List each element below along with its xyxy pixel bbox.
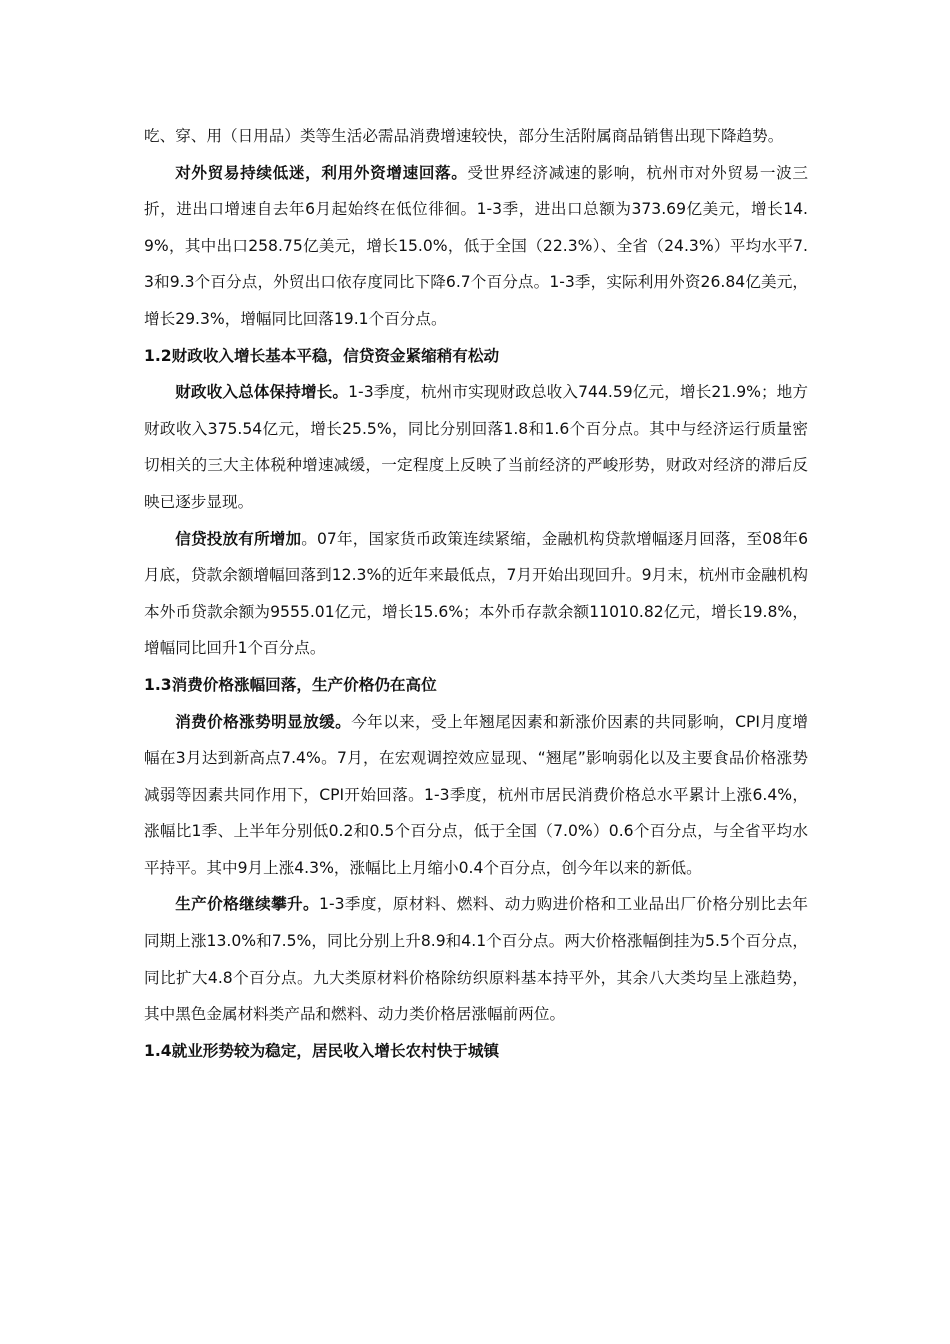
paragraph-text: 受世界经济减速的影响，杭州市对外贸易一波三折，进出口增速自去年6月起始终在低位徘徊。1-3季，进出口总额为373.69亿美元，增长14.9%，其中出口258.75亿美元，增长15.0%，低于全国（22.3%）、全省（24.3%）平均水平7.3和9.3个百分点，外贸出口依存度同比下降6.7个百分点。1-3季，实际利用外资26.84亿美元，增长29.3%，增幅同比回落19.1个百分点。 <box>144 163 808 328</box>
paragraph-consumer-prices <box>144 704 808 887</box>
paragraph-lead: 信贷投放有所增加 <box>175 529 302 548</box>
document-page <box>144 118 808 1069</box>
paragraph-text: 1-3季度，杭州市实现财政总收入744.59亿元，增长21.9%；地方财政收入375.54亿元，增长25.5%，同比分别回落1.8和1.6个百分点。其中与经济运行质量密切相关的三大主体税种增速减缓，一定程度上反映了当前经济的严峻形势，财政对经济的滞后反映已逐步显现。 <box>144 383 808 511</box>
paragraph-lead: 生产价格继续攀升。 <box>175 895 320 914</box>
section-heading-1-2: 1.2财政收入增长基本平稳，信贷资金紧缩稍有松动 <box>144 346 500 365</box>
section-heading-1-4: 1.4就业形势较为稳定，居民收入增长农村快于城镇 <box>144 1041 500 1060</box>
paragraph-text: 吃、穿、用（日用品）类等生活必需品消费增速较快，部分生活附属商品销售出现下降趋势。 <box>144 127 784 145</box>
paragraph-producer-prices <box>144 886 808 1032</box>
paragraph-lead: 消费价格涨势明显放缓。 <box>175 712 352 731</box>
paragraph-lead: 对外贸易持续低迷，利用外资增速回落。 <box>175 163 468 182</box>
paragraph-fiscal-revenue <box>144 374 808 520</box>
paragraph-consumption-tail <box>144 118 808 155</box>
paragraph-lead: 财政收入总体保持增长。 <box>175 383 349 402</box>
paragraph-text: 1-3季度，原材料、燃料、动力购进价格和工业品出厂价格分别比去年同期上涨13.0%和7.5%，同比分别上升8.9和4.1个百分点。两大价格涨幅倒挂为5.5个百分点，同比扩大4.8个百分点。九大类原材料价格除纺织原料基本持平外，其余八大类均呈上涨趋势，其中黑色金属材料类产品和燃料、动力类价格居涨幅前两位。 <box>144 895 808 1024</box>
paragraph-foreign-trade <box>144 155 808 338</box>
paragraph-text: 今年以来，受上年翘尾因素和新涨价因素的共同影响，CPI月度增幅在3月达到新高点7.4%。7月，在宏观调控效应显现、“翘尾”影响弱化以及主要食品价格涨势减弱等因素共同作用下，CPI开始回落。1-3季度，杭州市居民消费价格总水平累计上涨6.4%，涨幅比1季、上半年分别低0.2和0.5个百分点，低于全国（7.0%）0.6个百分点，与全省平均水平持平。其中9月上涨4.3%，涨幅比上月缩小0.4个百分点，创今年以来的新低。 <box>144 712 808 877</box>
section-heading-1-3: 1.3消费价格涨幅回落，生产价格仍在高位 <box>144 675 437 694</box>
paragraph-credit <box>144 521 808 667</box>
paragraph-text: 。07年，国家货币政策连续紧缩，金融机构贷款增幅逐月回落，至08年6月底，贷款余额增幅回落到12.3%的近年来最低点，7月开始出现回升。9月末，杭州市金融机构本外币贷款余额为9555.01亿元，增长15.6%；本外币存款余额11010.82亿元，增长19.8%，增幅同比回升1个百分点。 <box>144 529 808 658</box>
